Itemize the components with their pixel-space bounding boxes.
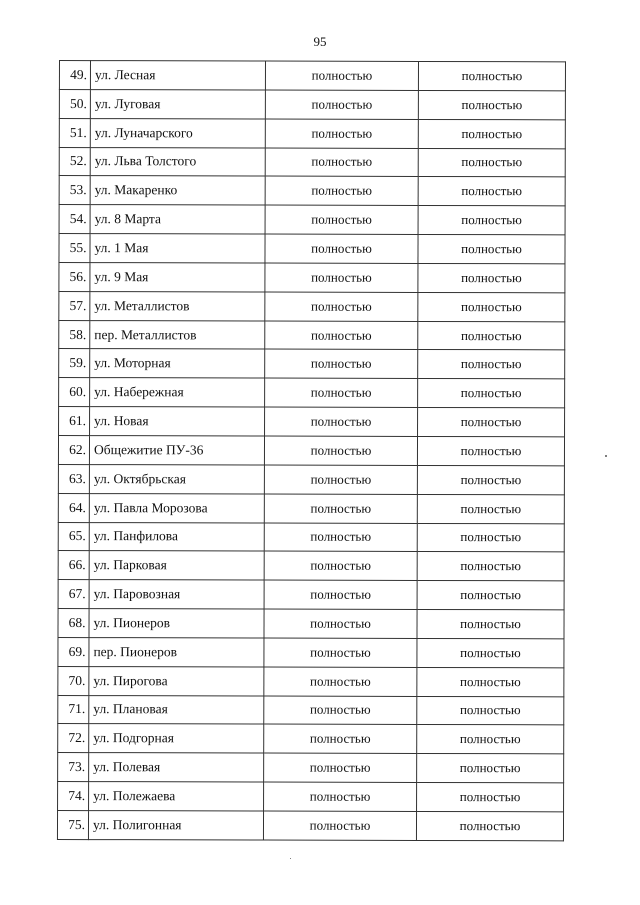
street-name-cell: ул. Панфилова	[89, 522, 264, 551]
coverage-b-cell: полностью	[417, 754, 564, 783]
coverage-a-cell: полностью	[265, 321, 418, 350]
street-name-cell: ул. Октябрьская	[89, 464, 264, 493]
table-row	[59, 118, 565, 148]
coverage-a-cell: полностью	[265, 234, 418, 263]
row-number-cell: 57.	[59, 291, 90, 320]
row-number-cell: 51.	[59, 118, 90, 147]
coverage-b-cell: полностью	[417, 638, 564, 667]
row-number-cell: 49.	[59, 61, 90, 90]
row-number-cell: 65.	[58, 522, 89, 551]
coverage-a-cell: полностью	[265, 378, 418, 407]
coverage-b-cell: полностью	[418, 148, 565, 177]
coverage-a-cell: полностью	[264, 638, 417, 667]
coverage-b-cell: полностью	[418, 263, 565, 292]
table-row	[58, 782, 564, 812]
table-row	[58, 753, 564, 783]
coverage-b-cell: полностью	[418, 235, 565, 264]
table-row	[58, 724, 564, 754]
row-number-cell: 50.	[59, 89, 90, 118]
street-name-cell: ул. 1 Мая	[90, 234, 265, 263]
table-row	[58, 551, 564, 581]
street-name-cell: ул. Полежаева	[89, 782, 264, 811]
row-number-cell: 72.	[58, 724, 89, 753]
coverage-b-cell: полностью	[418, 206, 565, 235]
coverage-b-cell: полностью	[418, 379, 565, 408]
street-name-cell: ул. Плановая	[89, 695, 264, 724]
row-number-cell: 58.	[59, 320, 90, 349]
row-number-cell: 60.	[59, 378, 90, 407]
street-name-cell: ул. 9 Мая	[90, 262, 265, 291]
coverage-b-cell: полностью	[418, 177, 565, 206]
street-name-cell: пер. Металлистов	[90, 320, 265, 349]
row-number-cell: 54.	[59, 205, 90, 234]
street-name-cell: ул. Пирогова	[89, 666, 264, 695]
coverage-a-cell: полностью	[263, 811, 416, 840]
row-number-cell: 55.	[59, 234, 90, 263]
street-name-cell: ул. Паровозная	[89, 580, 264, 609]
coverage-a-cell: полностью	[265, 407, 418, 436]
coverage-a-cell: полностью	[265, 119, 418, 148]
table-row	[58, 609, 564, 639]
coverage-a-cell: полностью	[265, 349, 418, 378]
row-number-cell: 59.	[59, 349, 90, 378]
row-number-cell: 73.	[58, 753, 89, 782]
page-number: 95	[313, 34, 327, 49]
row-number-cell: 68.	[58, 609, 89, 638]
table-row	[58, 666, 564, 696]
coverage-b-cell: полностью	[418, 292, 565, 321]
street-name-cell: ул. Пионеров	[89, 609, 264, 638]
row-number-cell: 56.	[59, 262, 90, 291]
row-number-cell: 62.	[58, 435, 89, 464]
table-row	[59, 147, 565, 177]
table-row	[58, 695, 564, 725]
street-name-cell: ул. Льва Толстого	[90, 147, 265, 176]
coverage-a-cell: полностью	[264, 436, 417, 465]
row-number-cell: 74.	[58, 782, 89, 811]
coverage-a-cell: полностью	[265, 205, 418, 234]
street-name-cell: ул. Луначарского	[90, 118, 265, 147]
table-row	[58, 522, 564, 552]
row-number-cell: 61.	[59, 407, 90, 436]
row-number-cell: 52.	[59, 147, 90, 176]
coverage-b-cell: полностью	[418, 321, 565, 350]
coverage-b-cell: полностью	[417, 609, 564, 638]
street-name-cell: ул. Металлистов	[90, 291, 265, 320]
row-number-cell: 66.	[58, 551, 89, 580]
coverage-a-cell: полностью	[265, 292, 418, 321]
coverage-b-cell: полностью	[418, 408, 565, 437]
table-row	[58, 464, 564, 494]
scan-speck	[290, 858, 291, 859]
table-row	[59, 176, 565, 206]
table-row	[59, 320, 565, 350]
street-name-cell: ул. Новая	[90, 407, 265, 436]
street-name-cell: ул. Макаренко	[90, 176, 265, 205]
street-name-cell: ул. Полигонная	[88, 811, 263, 840]
table-row	[59, 89, 565, 119]
row-number-cell: 75.	[57, 810, 88, 839]
coverage-b-cell: полностью	[417, 667, 564, 696]
coverage-a-cell: полностью	[265, 61, 418, 90]
table-row	[59, 349, 565, 379]
coverage-a-cell: полностью	[264, 724, 417, 753]
coverage-a-cell: полностью	[265, 176, 418, 205]
scan-speck	[605, 455, 607, 457]
street-name-cell: Общежитие ПУ-36	[89, 436, 264, 465]
street-name-cell: ул. Луговая	[90, 89, 265, 118]
row-number-cell: 69.	[58, 637, 89, 666]
street-name-cell: ул. Парковая	[89, 551, 264, 580]
coverage-b-cell: полностью	[418, 61, 565, 90]
coverage-b-cell: полностью	[417, 465, 564, 494]
street-name-cell: пер. Пионеров	[89, 637, 264, 666]
coverage-a-cell: полностью	[265, 90, 418, 119]
table-row	[59, 291, 565, 321]
coverage-a-cell: полностью	[264, 580, 417, 609]
coverage-b-cell: полностью	[416, 811, 563, 840]
row-number-cell: 67.	[58, 580, 89, 609]
table-row	[58, 493, 564, 523]
street-name-cell: ул. Набережная	[90, 378, 265, 407]
table-row	[58, 580, 564, 610]
street-name-cell: ул. Павла Морозова	[89, 493, 264, 522]
coverage-b-cell: полностью	[418, 90, 565, 119]
coverage-a-cell: полностью	[264, 609, 417, 638]
street-name-cell: ул. Подгорная	[89, 724, 264, 753]
table-row	[59, 205, 565, 235]
coverage-b-cell: полностью	[418, 119, 565, 148]
row-number-cell: 53.	[59, 176, 90, 205]
coverage-b-cell: полностью	[417, 783, 564, 812]
coverage-a-cell: полностью	[264, 551, 417, 580]
coverage-a-cell: полностью	[264, 667, 417, 696]
coverage-a-cell: полностью	[264, 465, 417, 494]
row-number-cell: 70.	[58, 666, 89, 695]
coverage-b-cell: полностью	[417, 552, 564, 581]
streets-table-body	[57, 61, 565, 841]
table-row	[59, 234, 565, 264]
coverage-a-cell: полностью	[264, 494, 417, 523]
row-number-cell: 63.	[58, 464, 89, 493]
coverage-b-cell: полностью	[417, 581, 564, 610]
coverage-a-cell: полностью	[265, 148, 418, 177]
table-row	[58, 637, 564, 667]
street-name-cell: ул. Полевая	[89, 753, 264, 782]
table-row	[59, 262, 565, 292]
row-number-cell: 64.	[58, 493, 89, 522]
street-name-cell: ул. Лесная	[90, 61, 265, 90]
row-number-cell: 71.	[58, 695, 89, 724]
street-name-cell: ул. 8 Марта	[90, 205, 265, 234]
streets-table	[57, 60, 566, 841]
coverage-a-cell: полностью	[264, 782, 417, 811]
coverage-b-cell: полностью	[417, 494, 564, 523]
coverage-b-cell: полностью	[417, 696, 564, 725]
table-row	[59, 407, 565, 437]
coverage-a-cell: полностью	[264, 696, 417, 725]
coverage-a-cell: полностью	[264, 523, 417, 552]
table-row	[58, 435, 564, 465]
coverage-a-cell: полностью	[265, 263, 418, 292]
coverage-a-cell: полностью	[264, 753, 417, 782]
coverage-b-cell: полностью	[418, 350, 565, 379]
table-row	[59, 61, 565, 91]
table-row	[57, 810, 563, 840]
coverage-b-cell: полностью	[417, 725, 564, 754]
coverage-b-cell: полностью	[417, 436, 564, 465]
coverage-b-cell: полностью	[417, 523, 564, 552]
table-row	[59, 378, 565, 408]
street-name-cell: ул. Моторная	[90, 349, 265, 378]
